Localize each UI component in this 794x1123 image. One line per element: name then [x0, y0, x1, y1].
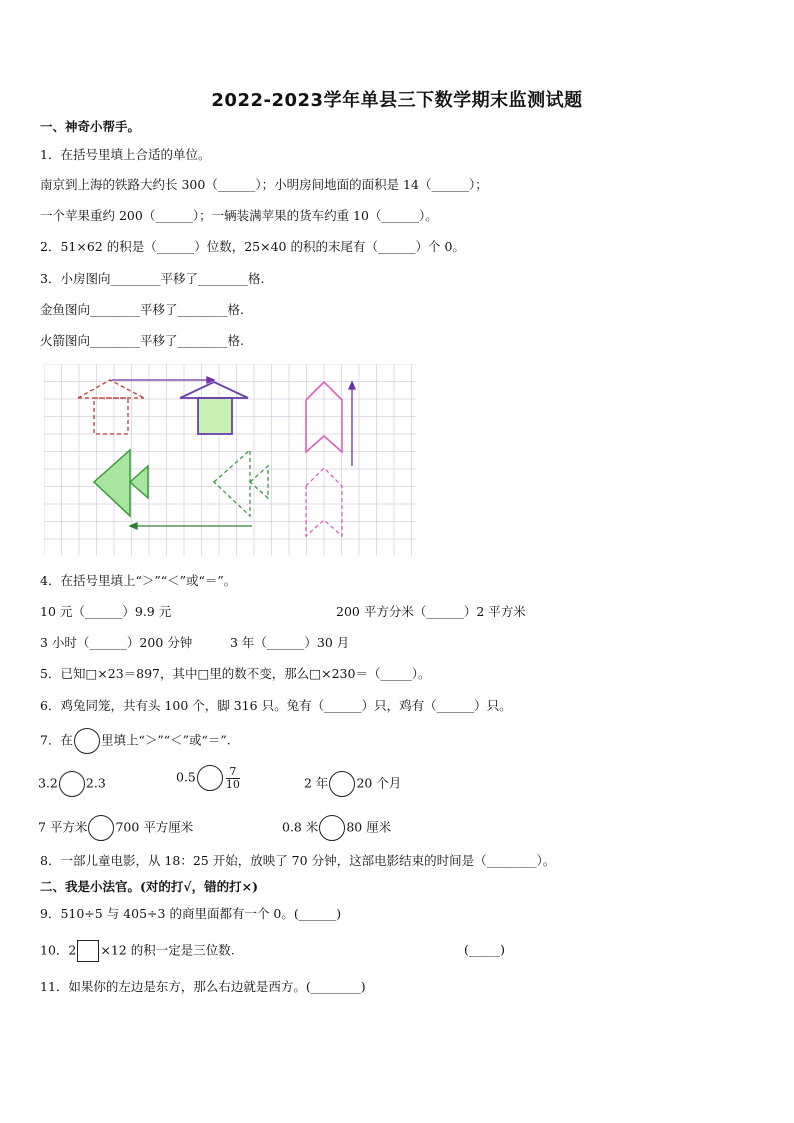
compare-circle-icon[interactable]: [329, 771, 355, 797]
q10: [40, 940, 235, 962]
q7-a-right: 2.3: [85, 775, 106, 791]
q4-a: 10 元（______）9.9 元: [40, 604, 172, 619]
q1-stem: 1．在括号里填上合适的单位。: [40, 147, 211, 162]
q7-a-left: 3.2: [38, 775, 58, 791]
q7-d-right: 700 平方厘米: [115, 819, 194, 835]
q7-circle-icon: [74, 728, 100, 754]
q10-prefix: 10．2: [40, 942, 77, 958]
compare-circle-icon[interactable]: [59, 771, 85, 797]
house-original-shape: [78, 380, 144, 434]
q7-c-right: 20 个月: [356, 775, 402, 791]
q6: 6．鸡兔同笼，共有头 100 个，脚 316 只。兔有（______）只，鸡有（______）只。: [40, 698, 512, 713]
direction-arrow-left: [130, 523, 252, 529]
fish-original-shape: [214, 450, 268, 516]
q4-d: 3 年（______）30 月: [230, 635, 350, 650]
q7-item-e: [282, 815, 391, 841]
translation-figure: [44, 364, 416, 556]
q7-e-left: 0.8 米: [282, 819, 319, 835]
page-title: 2022-2023学年单县三下数学期末监测试题: [211, 90, 583, 111]
house-moved-shape: [180, 382, 248, 434]
compare-circle-icon[interactable]: [88, 815, 114, 841]
q7-item-b: [176, 765, 240, 791]
q7-prefix: 7．在: [40, 732, 73, 748]
q2: 2．51×62 的积是（______）位数，25×40 的积的末尾有（______）个 0。: [40, 239, 465, 254]
q4-c: 3 小时（______）200 分钟: [40, 635, 193, 650]
q5: 5．已知□×23＝897，其中□里的数不变，那么□×230＝（_____）。: [40, 666, 431, 681]
section-1-heading: 一、神奇小帮手。: [40, 119, 141, 134]
grid-lines: [44, 364, 416, 556]
q7-item-d: [38, 815, 193, 841]
q3-line-2: 金鱼图向________平移了________格.: [40, 302, 244, 317]
fraction-7-10: $\frac{7}{10}$: [225, 764, 240, 791]
q9: 9．510÷5 与 405÷3 的商里面都有一个 0。(______): [40, 906, 342, 921]
q3-line-1: 3．小房图向________平移了________格.: [40, 271, 265, 286]
q7-stem: [40, 728, 231, 754]
blank-box-icon[interactable]: [77, 940, 99, 962]
direction-arrow-right: [112, 377, 214, 383]
q7-e-right: 80 厘米: [346, 819, 392, 835]
q7-d-left: 7 平方米: [38, 819, 88, 835]
q7-b-left: 0.5: [176, 769, 196, 785]
q10-answer-blank[interactable]: (_____): [464, 942, 506, 957]
section-2-heading: 二、我是小法官。(对的打√，错的打×): [40, 879, 259, 894]
compare-circle-icon[interactable]: [319, 815, 345, 841]
q11: 11．如果你的左边是东方，那么右边就是西方。(________): [40, 979, 366, 994]
direction-arrow-up: [349, 382, 355, 466]
fish-moved-shape: [94, 450, 148, 516]
q4-b: 200 平方分米（______）2 平方米: [336, 604, 526, 619]
q3-line-3: 火箭图向________平移了________格.: [40, 333, 244, 348]
q7-item-c: [304, 771, 401, 797]
q7-c-left: 2 年: [304, 775, 329, 791]
q7-suffix: 里填上“＞”“＜”或“＝”.: [100, 732, 231, 748]
compare-circle-icon[interactable]: [197, 765, 223, 791]
q10-suffix: ×12 的积一定是三位数.: [100, 942, 235, 958]
q1-line-1: 南京到上海的铁路大约长 300（______）；小明房间地面的面积是 14（______）；: [40, 177, 488, 192]
q1-line-2: 一个苹果重约 200（______）；一辆装满苹果的货车约重 10（______）。: [40, 208, 438, 223]
q8: 8．一部儿童电影，从 18：25 开始，放映了 70 分钟，这部电影结束的时间是（________）。: [40, 853, 556, 868]
q4-stem: 4．在括号里填上“＞”“＜”或“＝”。: [40, 573, 237, 588]
q7-item-a: [38, 771, 106, 797]
